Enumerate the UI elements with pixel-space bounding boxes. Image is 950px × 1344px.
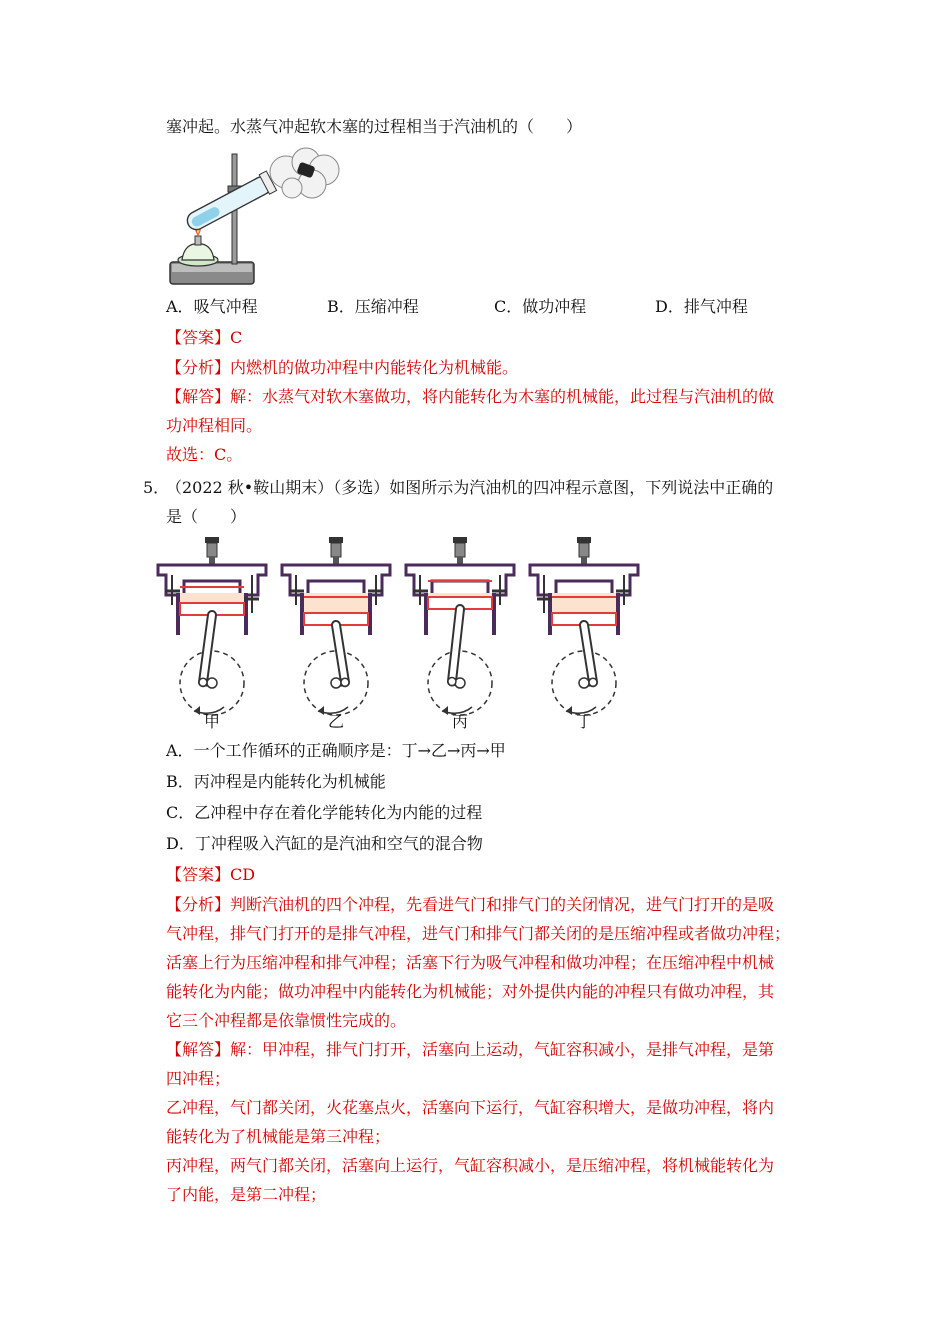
q4-choice: 故选：C。 (166, 445, 243, 464)
engine-diagram (158, 537, 266, 731)
q5-stem-line-1: （2022 秋•鞍山期末）（多选）如图所示为汽油机的四冲程示意图，下列说法中正确的 (166, 478, 774, 497)
q4-option-a: A．吸气冲程 (166, 297, 258, 316)
engine-label: 乙 (327, 712, 345, 731)
q4-stem-end: 塞冲起。水蒸气冲起软木塞的过程相当于汽油机的（ ） (166, 117, 583, 136)
q5-stem-line-2: 是（ ） (166, 507, 247, 526)
engine-diagram (406, 537, 514, 731)
q5-analysis-line-2: 气冲程，排气门打开的是排气冲程，进气门和排气门都关闭的是压缩冲程或者做功冲程； (166, 924, 791, 943)
q4-answer: 【答案】C (166, 328, 243, 347)
q5-analysis-line-4: 能转化为内能；做功冲程中内能转化为机械能；对外提供内能的冲程只有做功冲程，其 (166, 982, 775, 1001)
q4-option-c: C．做功冲程 (494, 297, 587, 316)
q5-solution-line-6: 了内能，是第二冲程； (166, 1185, 327, 1204)
q5-analysis-line-3: 活塞上行为压缩冲程和排气冲程；活塞下行为吸气冲程和做功冲程；在压缩冲程中机械 (166, 953, 775, 972)
engine-diagram (530, 537, 638, 731)
q5-solution-line-5: 丙冲程，两气门都关闭，活塞向上运行，气缸容积减小，是压缩冲程，将机械能转化为 (166, 1156, 775, 1175)
q5-option-a: A．一个工作循环的正确顺序是：丁→乙→丙→甲 (166, 741, 506, 760)
q5-solution-line-1: 【解答】解：甲冲程，排气门打开，活塞向上运动，气缸容积减小，是排气冲程，是第 (166, 1040, 775, 1059)
q4-solution-line-2: 功冲程相同。 (166, 416, 263, 435)
q4-option-b: B．压缩冲程 (327, 297, 419, 316)
q5-option-b: B．丙冲程是内能转化为机械能 (166, 772, 386, 791)
q4-option-d: D．排气冲程 (655, 297, 748, 316)
q5-answer: 【答案】CD (166, 865, 256, 884)
engine-label: 丙 (451, 712, 469, 731)
q5-solution-line-2: 四冲程； (166, 1069, 231, 1088)
engine-strokes-figure (150, 535, 650, 735)
q5-solution-line-3: 乙冲程，气门都关闭，火花塞点火，活塞向下运行，气缸容积增大，是做功冲程，将内 (166, 1098, 775, 1117)
engine-label: 丁 (575, 712, 593, 731)
engine-label: 甲 (203, 712, 221, 731)
engine-diagram (282, 537, 390, 731)
test-tube-figure (166, 146, 356, 288)
q5-solution-line-4: 能转化为了机械能是第三冲程； (166, 1127, 391, 1146)
q4-analysis: 【分析】内燃机的做功冲程中内能转化为机械能。 (166, 358, 519, 377)
q5-analysis-line-1: 【分析】判断汽油机的四个冲程，先看进气门和排气门的关闭情况，进气门打开的是吸 (166, 895, 775, 914)
q5-analysis-line-5: 它三个冲程都是依靠惯性完成的。 (166, 1011, 407, 1030)
q5-option-d: D．丁冲程吸入汽缸的是汽油和空气的混合物 (166, 834, 483, 853)
q5-number: 5． (143, 478, 170, 497)
q5-option-c: C．乙冲程中存在着化学能转化为内能的过程 (166, 803, 483, 822)
q4-solution-line-1: 【解答】解：水蒸气对软木塞做功，将内能转化为木塞的机械能，此过程与汽油机的做 (166, 387, 775, 406)
